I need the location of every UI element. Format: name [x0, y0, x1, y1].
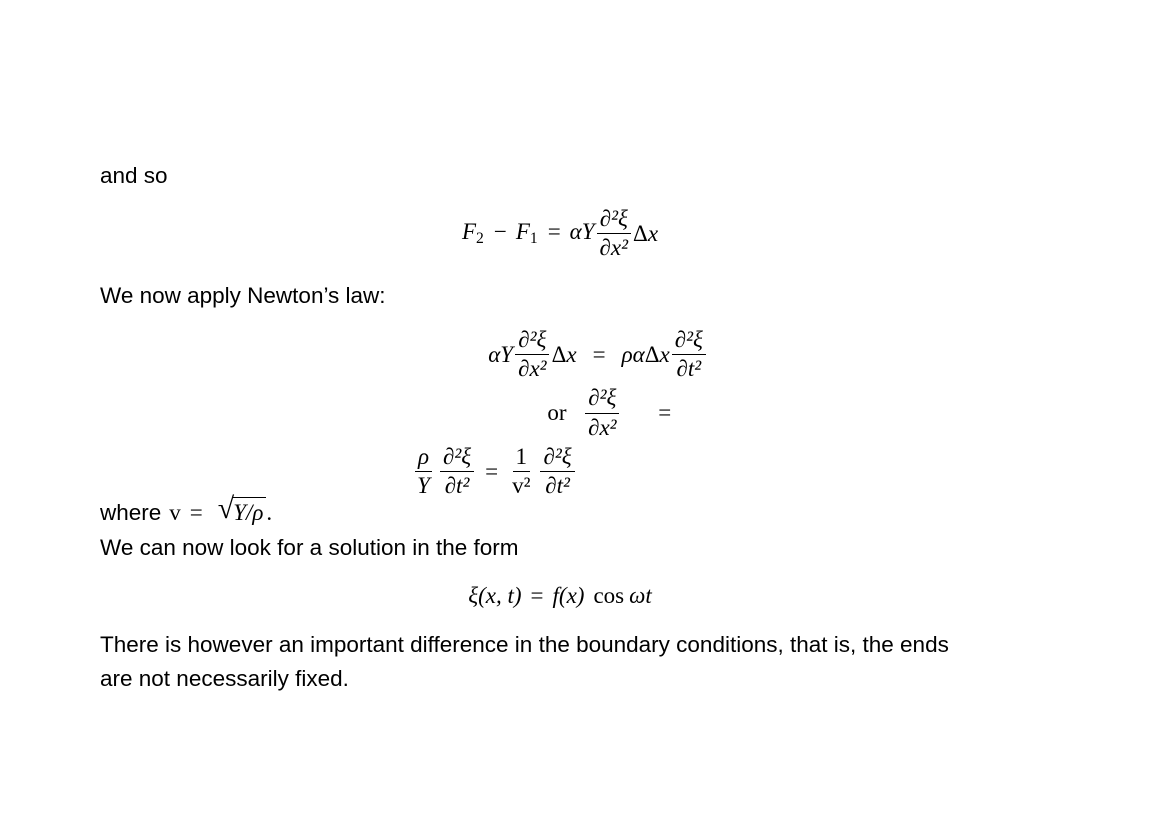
math-token: αY	[569, 219, 595, 245]
sqrt-expression	[217, 492, 267, 526]
eq2-row1-rhs	[622, 327, 708, 382]
paragraph-boundary	[100, 628, 1090, 696]
numerator: ∂²ξ	[440, 444, 474, 472]
period: .	[266, 500, 273, 525]
where-label: where	[100, 500, 162, 525]
denominator: v²	[512, 473, 531, 499]
fraction	[585, 385, 619, 440]
equals-sign: =	[547, 219, 561, 245]
fraction	[597, 206, 631, 261]
equals-sign: =	[485, 458, 499, 484]
denominator: ∂x²	[588, 414, 617, 440]
math-token: x	[659, 341, 670, 367]
fraction	[540, 444, 574, 499]
boundary-line-2: are not necessarily fixed.	[100, 666, 349, 691]
paragraph-and-so: and so	[100, 163, 168, 188]
math-token: αY	[488, 341, 514, 367]
denominator: ∂t²	[545, 473, 570, 499]
equation-3-row	[468, 583, 652, 608]
math-token: Δ	[644, 341, 660, 367]
eq2-row1-lhs	[488, 327, 576, 382]
eq2-row2-rhs	[412, 444, 576, 499]
equation-1	[100, 206, 1020, 261]
equals-sign: =	[592, 341, 606, 367]
fraction	[515, 327, 549, 382]
math-token: F	[461, 219, 477, 245]
denominator: ∂t²	[676, 356, 702, 382]
denominator: ∂t²	[444, 473, 470, 499]
math-token: F	[515, 219, 530, 245]
radical-icon: √	[217, 492, 235, 525]
numerator: ∂²ξ	[597, 206, 631, 234]
denominator: ∂x²	[599, 235, 629, 261]
numerator: 1	[513, 444, 531, 472]
minus-sign: −	[493, 219, 507, 245]
math-token: x	[566, 341, 577, 367]
numerator: ρ	[415, 444, 432, 472]
math-token: f(x)	[552, 583, 585, 608]
cos-function: cos	[593, 583, 625, 608]
equation-1-row	[462, 206, 658, 261]
boundary-line-1: There is however an important difference in the boundary conditions, that is, the ends	[100, 632, 949, 657]
denominator: Y	[417, 473, 430, 499]
math-token: v	[169, 500, 181, 525]
math-token: ρα	[621, 341, 645, 367]
equation-newton-aligned	[100, 327, 1020, 499]
aligned-equations	[412, 327, 708, 499]
math-token: Δ	[633, 220, 648, 246]
math-subscript: 2	[476, 230, 484, 248]
numerator: ∂²ξ	[585, 385, 619, 413]
equals-sign: =	[530, 583, 544, 608]
fraction	[672, 327, 706, 382]
or-connector: or	[547, 400, 567, 426]
math-token: ξ(x, t)	[468, 583, 522, 608]
equation-solution-form	[100, 583, 1020, 609]
paragraph-solution: We can now look for a solution in the form	[100, 535, 519, 560]
fraction	[414, 444, 433, 499]
equals-sign: =	[189, 500, 203, 525]
paragraph-newton: We now apply Newton’s law:	[100, 283, 386, 308]
math-token: Δ	[551, 341, 567, 367]
radicand: Y/ρ	[233, 497, 266, 526]
math-token: ωt	[629, 583, 652, 608]
paragraph-where	[100, 492, 273, 526]
math-token: x	[647, 220, 659, 246]
eq1-trail	[633, 221, 658, 247]
eq1-lhs	[462, 219, 595, 248]
numerator: ∂²ξ	[672, 327, 706, 355]
numerator: ∂²ξ	[515, 327, 549, 355]
eq2-row2-lhs	[583, 385, 621, 440]
math-subscript: 1	[529, 230, 538, 248]
denominator: ∂x²	[518, 356, 547, 382]
fraction	[509, 444, 533, 499]
numerator: ∂²ξ	[540, 444, 574, 472]
fraction	[440, 444, 474, 499]
equals-sign: =	[658, 400, 672, 426]
